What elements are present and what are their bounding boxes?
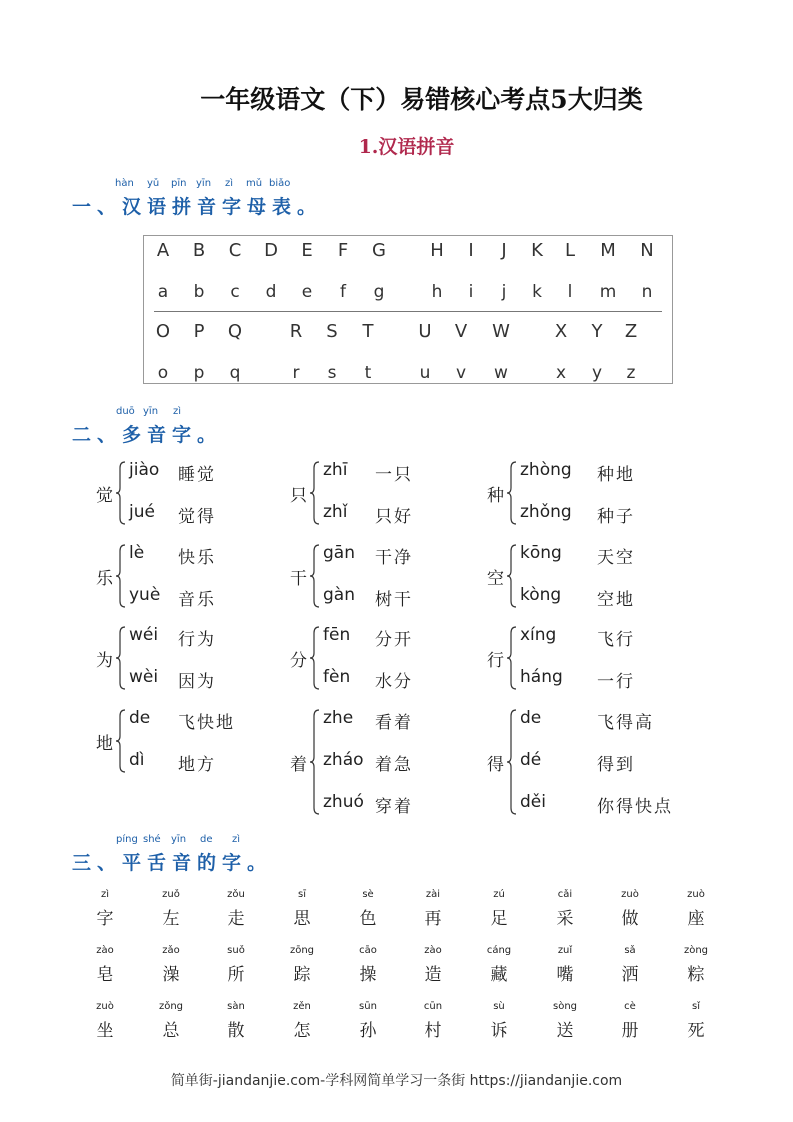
- polyphone-word: 只好: [375, 507, 413, 527]
- heading-pinyin: zì: [232, 834, 241, 845]
- character-hanzi: 字: [96, 909, 114, 929]
- heading-pinyin: hàn: [115, 178, 134, 189]
- alphabet-letter: u: [419, 363, 431, 383]
- alphabet-letter: o: [157, 363, 169, 383]
- polyphone-word: 你得快点: [597, 797, 673, 817]
- brace-icon: [309, 460, 321, 526]
- character-cell: [671, 1001, 721, 1041]
- character-cell: [605, 1001, 655, 1041]
- character-pinyin: zǎo: [162, 945, 180, 956]
- polyphone-char: 只: [290, 486, 307, 506]
- character-cell: [80, 889, 130, 929]
- character-hanzi: 送: [556, 1021, 574, 1041]
- character-cell: [540, 945, 590, 985]
- polyphone-pinyin: xíng: [520, 625, 557, 645]
- character-cell: [474, 945, 524, 985]
- polyphone-pinyin: de: [129, 708, 151, 728]
- polyphone-pinyin: fēn: [323, 625, 351, 645]
- alphabet-letter: Q: [227, 321, 243, 342]
- character-hanzi: 踪: [293, 965, 311, 985]
- alphabet-letter: g: [373, 282, 385, 302]
- character-cell: [605, 889, 655, 929]
- polyphone-word: 分开: [375, 630, 413, 650]
- alphabet-letter: H: [430, 240, 444, 261]
- character-hanzi: 散: [227, 1021, 245, 1041]
- polyphone-char: 着: [290, 755, 307, 775]
- alphabet-letter: P: [193, 321, 205, 342]
- polyphone-char: 空: [487, 569, 504, 589]
- polyphone-word: 因为: [178, 672, 216, 692]
- polyphone-word: 睡觉: [178, 465, 216, 485]
- character-hanzi: 总: [162, 1021, 180, 1041]
- polyphone-word: 种地: [597, 465, 635, 485]
- heading-pinyin: píng: [116, 834, 138, 845]
- character-pinyin: sòng: [552, 1001, 577, 1012]
- polyphone-word: 看着: [375, 713, 413, 733]
- polyphone-pinyin: zhǐ: [323, 502, 348, 522]
- character-pinyin: sǐ: [692, 1001, 700, 1012]
- alphabet-letter: k: [532, 282, 542, 302]
- polyphone-word: 飞快地: [178, 713, 235, 733]
- character-hanzi: 皂: [96, 965, 114, 985]
- character-hanzi: 左: [162, 909, 180, 929]
- polyphone-word: 天空: [597, 548, 635, 568]
- alphabet-letter: Y: [591, 321, 603, 342]
- polyphone-word: 空地: [597, 590, 635, 610]
- character-cell: [474, 889, 524, 929]
- alphabet-letter: N: [640, 240, 654, 261]
- alphabet-letter: B: [192, 240, 206, 261]
- alphabet-letter: z: [626, 363, 636, 383]
- polyphone-word: 树干: [375, 590, 413, 610]
- alphabet-letter: r: [292, 363, 300, 383]
- character-hanzi: 走: [227, 909, 245, 929]
- alphabet-letter: A: [156, 240, 170, 261]
- character-pinyin: cè: [624, 1001, 636, 1012]
- character-cell: [343, 889, 393, 929]
- character-cell: [80, 1001, 130, 1041]
- character-cell: [671, 889, 721, 929]
- alphabet-letter: a: [157, 282, 169, 302]
- character-cell: [540, 1001, 590, 1041]
- polyphone-pinyin: dé: [520, 750, 542, 770]
- heading-pinyin: yīn: [196, 178, 212, 189]
- character-hanzi: 嘴: [556, 965, 574, 985]
- character-hanzi: 造: [424, 965, 442, 985]
- alphabet-letter: U: [418, 321, 432, 342]
- alphabet-letter: R: [289, 321, 303, 342]
- polyphone-word: 穿着: [375, 797, 413, 817]
- character-cell: [474, 1001, 524, 1041]
- polyphone-pinyin: jiào: [129, 460, 160, 480]
- character-pinyin: sī: [298, 889, 306, 900]
- alphabet-letter: M: [600, 240, 616, 261]
- character-hanzi: 色: [359, 909, 377, 929]
- polyphone-word: 地方: [178, 755, 216, 775]
- character-cell: [277, 889, 327, 929]
- polyphone-pinyin: gān: [323, 543, 355, 563]
- character-cell: [343, 1001, 393, 1041]
- character-hanzi: 怎: [293, 1021, 311, 1041]
- polyphone-pinyin: zhī: [323, 460, 348, 480]
- heading-pinyin: de: [200, 834, 213, 845]
- alphabet-letter: f: [340, 282, 346, 302]
- character-cell: [408, 945, 458, 985]
- alphabet-letter: b: [193, 282, 205, 302]
- polyphone-pinyin: děi: [520, 792, 546, 812]
- alphabet-letter: D: [264, 240, 278, 261]
- character-cell: [408, 1001, 458, 1041]
- polyphone-pinyin: de: [520, 708, 542, 728]
- character-pinyin: cǎi: [557, 889, 573, 900]
- polyphone-word: 干净: [375, 548, 413, 568]
- character-pinyin: zōng: [289, 945, 315, 956]
- character-pinyin: sù: [493, 1001, 505, 1012]
- section-subtitle: 1.汉语拼音: [358, 136, 455, 158]
- alphabet-letter: V: [454, 321, 468, 342]
- character-pinyin: zuǒ: [162, 889, 180, 900]
- character-pinyin: zuò: [96, 1001, 114, 1012]
- character-cell: [211, 889, 261, 929]
- character-hanzi: 孙: [359, 1021, 377, 1041]
- brace-icon: [506, 708, 518, 816]
- polyphone-char: 为: [96, 651, 113, 671]
- alphabet-letter: L: [564, 240, 576, 261]
- brace-icon: [115, 460, 127, 526]
- character-pinyin: zǒng: [158, 1001, 184, 1012]
- character-cell: [211, 1001, 261, 1041]
- brace-icon: [506, 460, 518, 526]
- alphabet-letter: F: [337, 240, 349, 261]
- polyphone-word: 飞行: [597, 630, 635, 650]
- polyphone-word: 一行: [597, 672, 635, 692]
- character-cell: [277, 1001, 327, 1041]
- character-pinyin: sè: [362, 889, 374, 900]
- alphabet-letter: c: [230, 282, 240, 302]
- alphabet-letter: S: [326, 321, 338, 342]
- alphabet-letter: x: [555, 363, 567, 383]
- character-pinyin: zào: [96, 945, 114, 956]
- polyphone-word: 得到: [597, 755, 635, 775]
- character-pinyin: zòng: [683, 945, 709, 956]
- polyphone-char: 干: [290, 569, 307, 589]
- heading-pinyin: yǔ: [147, 178, 160, 189]
- polyphone-pinyin: zháo: [323, 750, 364, 770]
- character-cell: [211, 945, 261, 985]
- character-hanzi: 诉: [490, 1021, 508, 1041]
- polyphone-char: 行: [487, 651, 504, 671]
- alphabet-letter: w: [494, 363, 508, 383]
- brace-icon: [506, 625, 518, 691]
- character-hanzi: 藏: [490, 965, 508, 985]
- heading-pinyin: duō: [116, 406, 135, 417]
- polyphone-char: 种: [487, 486, 504, 506]
- character-hanzi: 座: [687, 909, 705, 929]
- alphabet-letter: T: [362, 321, 374, 342]
- brace-icon: [309, 543, 321, 609]
- section-heading-text: 三、平舌音的字。: [72, 852, 273, 874]
- character-hanzi: 死: [687, 1021, 705, 1041]
- polyphone-pinyin: kòng: [520, 585, 562, 605]
- character-cell: [408, 889, 458, 929]
- alphabet-letter: J: [501, 240, 507, 261]
- brace-icon: [309, 708, 321, 816]
- heading-pinyin: pīn: [171, 178, 187, 189]
- heading-pinyin: shé: [143, 834, 161, 845]
- character-pinyin: sūn: [359, 1001, 377, 1012]
- polyphone-char: 得: [487, 755, 504, 775]
- character-hanzi: 坐: [96, 1021, 114, 1041]
- character-pinyin: cūn: [423, 1001, 443, 1012]
- alphabet-letter: e: [301, 282, 313, 302]
- polyphone-char: 分: [290, 651, 307, 671]
- character-cell: [146, 1001, 196, 1041]
- character-pinyin: zuǐ: [557, 945, 573, 956]
- polyphone-pinyin: wéi: [129, 625, 159, 645]
- polyphone-pinyin: zhe: [323, 708, 354, 728]
- polyphone-pinyin: gàn: [323, 585, 355, 605]
- polyphone-pinyin: lè: [129, 543, 145, 563]
- alphabet-letter: q: [229, 363, 241, 383]
- brace-icon: [115, 625, 127, 691]
- alphabet-letter: p: [193, 363, 205, 383]
- alphabet-letter: h: [431, 282, 443, 302]
- section-heading-text: 二、多音字。: [72, 424, 223, 446]
- polyphone-char: 地: [96, 734, 113, 754]
- character-hanzi: 足: [490, 909, 508, 929]
- brace-icon: [506, 543, 518, 609]
- polyphone-pinyin: jué: [129, 502, 155, 522]
- character-hanzi: 思: [293, 909, 311, 929]
- polyphone-word: 着急: [375, 755, 413, 775]
- character-pinyin: zì: [100, 889, 110, 900]
- footer-watermark: 简单街-jiandanjie.com-学科网简单学习一条街 https://jiandanjie.com: [170, 1073, 623, 1089]
- polyphone-pinyin: zhòng: [520, 460, 572, 480]
- character-hanzi: 洒: [621, 965, 639, 985]
- alphabet-letter: d: [265, 282, 277, 302]
- character-cell: [671, 945, 721, 985]
- character-pinyin: zào: [424, 945, 442, 956]
- polyphone-char: 觉: [96, 486, 113, 506]
- character-pinyin: zú: [493, 889, 505, 900]
- character-pinyin: cáng: [486, 945, 512, 956]
- character-pinyin: suǒ: [227, 945, 245, 956]
- alphabet-letter: j: [501, 282, 507, 302]
- alphabet-letter: G: [372, 240, 386, 261]
- character-pinyin: sàn: [227, 1001, 245, 1012]
- alphabet-letter: E: [301, 240, 313, 261]
- character-pinyin: cāo: [359, 945, 377, 956]
- heading-pinyin: mǔ: [246, 178, 263, 189]
- polyphone-pinyin: dì: [129, 750, 145, 770]
- polyphone-word: 音乐: [178, 590, 216, 610]
- alphabet-letter: K: [531, 240, 543, 261]
- character-cell: [605, 945, 655, 985]
- character-hanzi: 澡: [162, 965, 180, 985]
- character-cell: [146, 889, 196, 929]
- character-hanzi: 操: [359, 965, 377, 985]
- page-title: 一年级语文（下）易错核心考点5大归类: [200, 85, 643, 114]
- alphabet-table: [143, 235, 673, 384]
- alphabet-letter: O: [155, 321, 171, 342]
- alphabet-letter: m: [599, 282, 617, 302]
- alphabet-letter: y: [591, 363, 603, 383]
- alphabet-letter: i: [468, 282, 474, 302]
- section-heading-text: 一、汉语拼音字母表。: [72, 196, 323, 218]
- character-pinyin: zuò: [687, 889, 705, 900]
- character-pinyin: zǒu: [227, 889, 245, 900]
- alphabet-letter: I: [468, 240, 474, 261]
- polyphone-word: 飞得高: [597, 713, 654, 733]
- polyphone-word: 一只: [375, 465, 413, 485]
- alphabet-letter: Z: [624, 321, 638, 342]
- alphabet-letter: C: [228, 240, 242, 261]
- polyphone-char: 乐: [96, 569, 113, 589]
- polyphone-word: 种子: [597, 507, 635, 527]
- alphabet-letter: n: [641, 282, 653, 302]
- polyphone-pinyin: wèi: [129, 667, 159, 687]
- alphabet-letter: t: [364, 363, 372, 383]
- character-cell: [146, 945, 196, 985]
- character-hanzi: 做: [621, 909, 639, 929]
- character-hanzi: 村: [424, 1021, 442, 1041]
- polyphone-word: 快乐: [178, 548, 216, 568]
- alphabet-letter: v: [455, 363, 467, 383]
- character-cell: [277, 945, 327, 985]
- alphabet-letter: l: [567, 282, 573, 302]
- alphabet-letter: W: [492, 321, 510, 342]
- alphabet-divider: [154, 311, 662, 312]
- character-hanzi: 粽: [687, 965, 705, 985]
- polyphone-pinyin: kōng: [520, 543, 562, 563]
- character-hanzi: 册: [621, 1021, 639, 1041]
- heading-pinyin: yīn: [143, 406, 159, 417]
- character-pinyin: sǎ: [624, 945, 636, 956]
- character-cell: [343, 945, 393, 985]
- heading-pinyin: zì: [225, 178, 234, 189]
- polyphone-pinyin: yuè: [129, 585, 161, 605]
- polyphone-pinyin: háng: [520, 667, 563, 687]
- polyphone-word: 水分: [375, 672, 413, 692]
- polyphone-word: 行为: [178, 630, 216, 650]
- heading-pinyin: yīn: [171, 834, 187, 845]
- polyphone-word: 觉得: [178, 507, 216, 527]
- character-pinyin: zěn: [293, 1001, 311, 1012]
- character-pinyin: zuò: [621, 889, 639, 900]
- character-cell: [80, 945, 130, 985]
- character-cell: [540, 889, 590, 929]
- polyphone-pinyin: fèn: [323, 667, 351, 687]
- brace-icon: [115, 708, 127, 774]
- alphabet-letter: X: [554, 321, 568, 342]
- character-hanzi: 再: [424, 909, 442, 929]
- character-hanzi: 所: [227, 965, 245, 985]
- polyphone-pinyin: zhuó: [323, 792, 364, 812]
- heading-pinyin: biǎo: [269, 178, 291, 189]
- brace-icon: [309, 625, 321, 691]
- polyphone-pinyin: zhǒng: [520, 502, 572, 522]
- heading-pinyin: zì: [173, 406, 182, 417]
- alphabet-letter: s: [327, 363, 337, 383]
- character-hanzi: 采: [556, 909, 574, 929]
- character-pinyin: zài: [425, 889, 441, 900]
- brace-icon: [115, 543, 127, 609]
